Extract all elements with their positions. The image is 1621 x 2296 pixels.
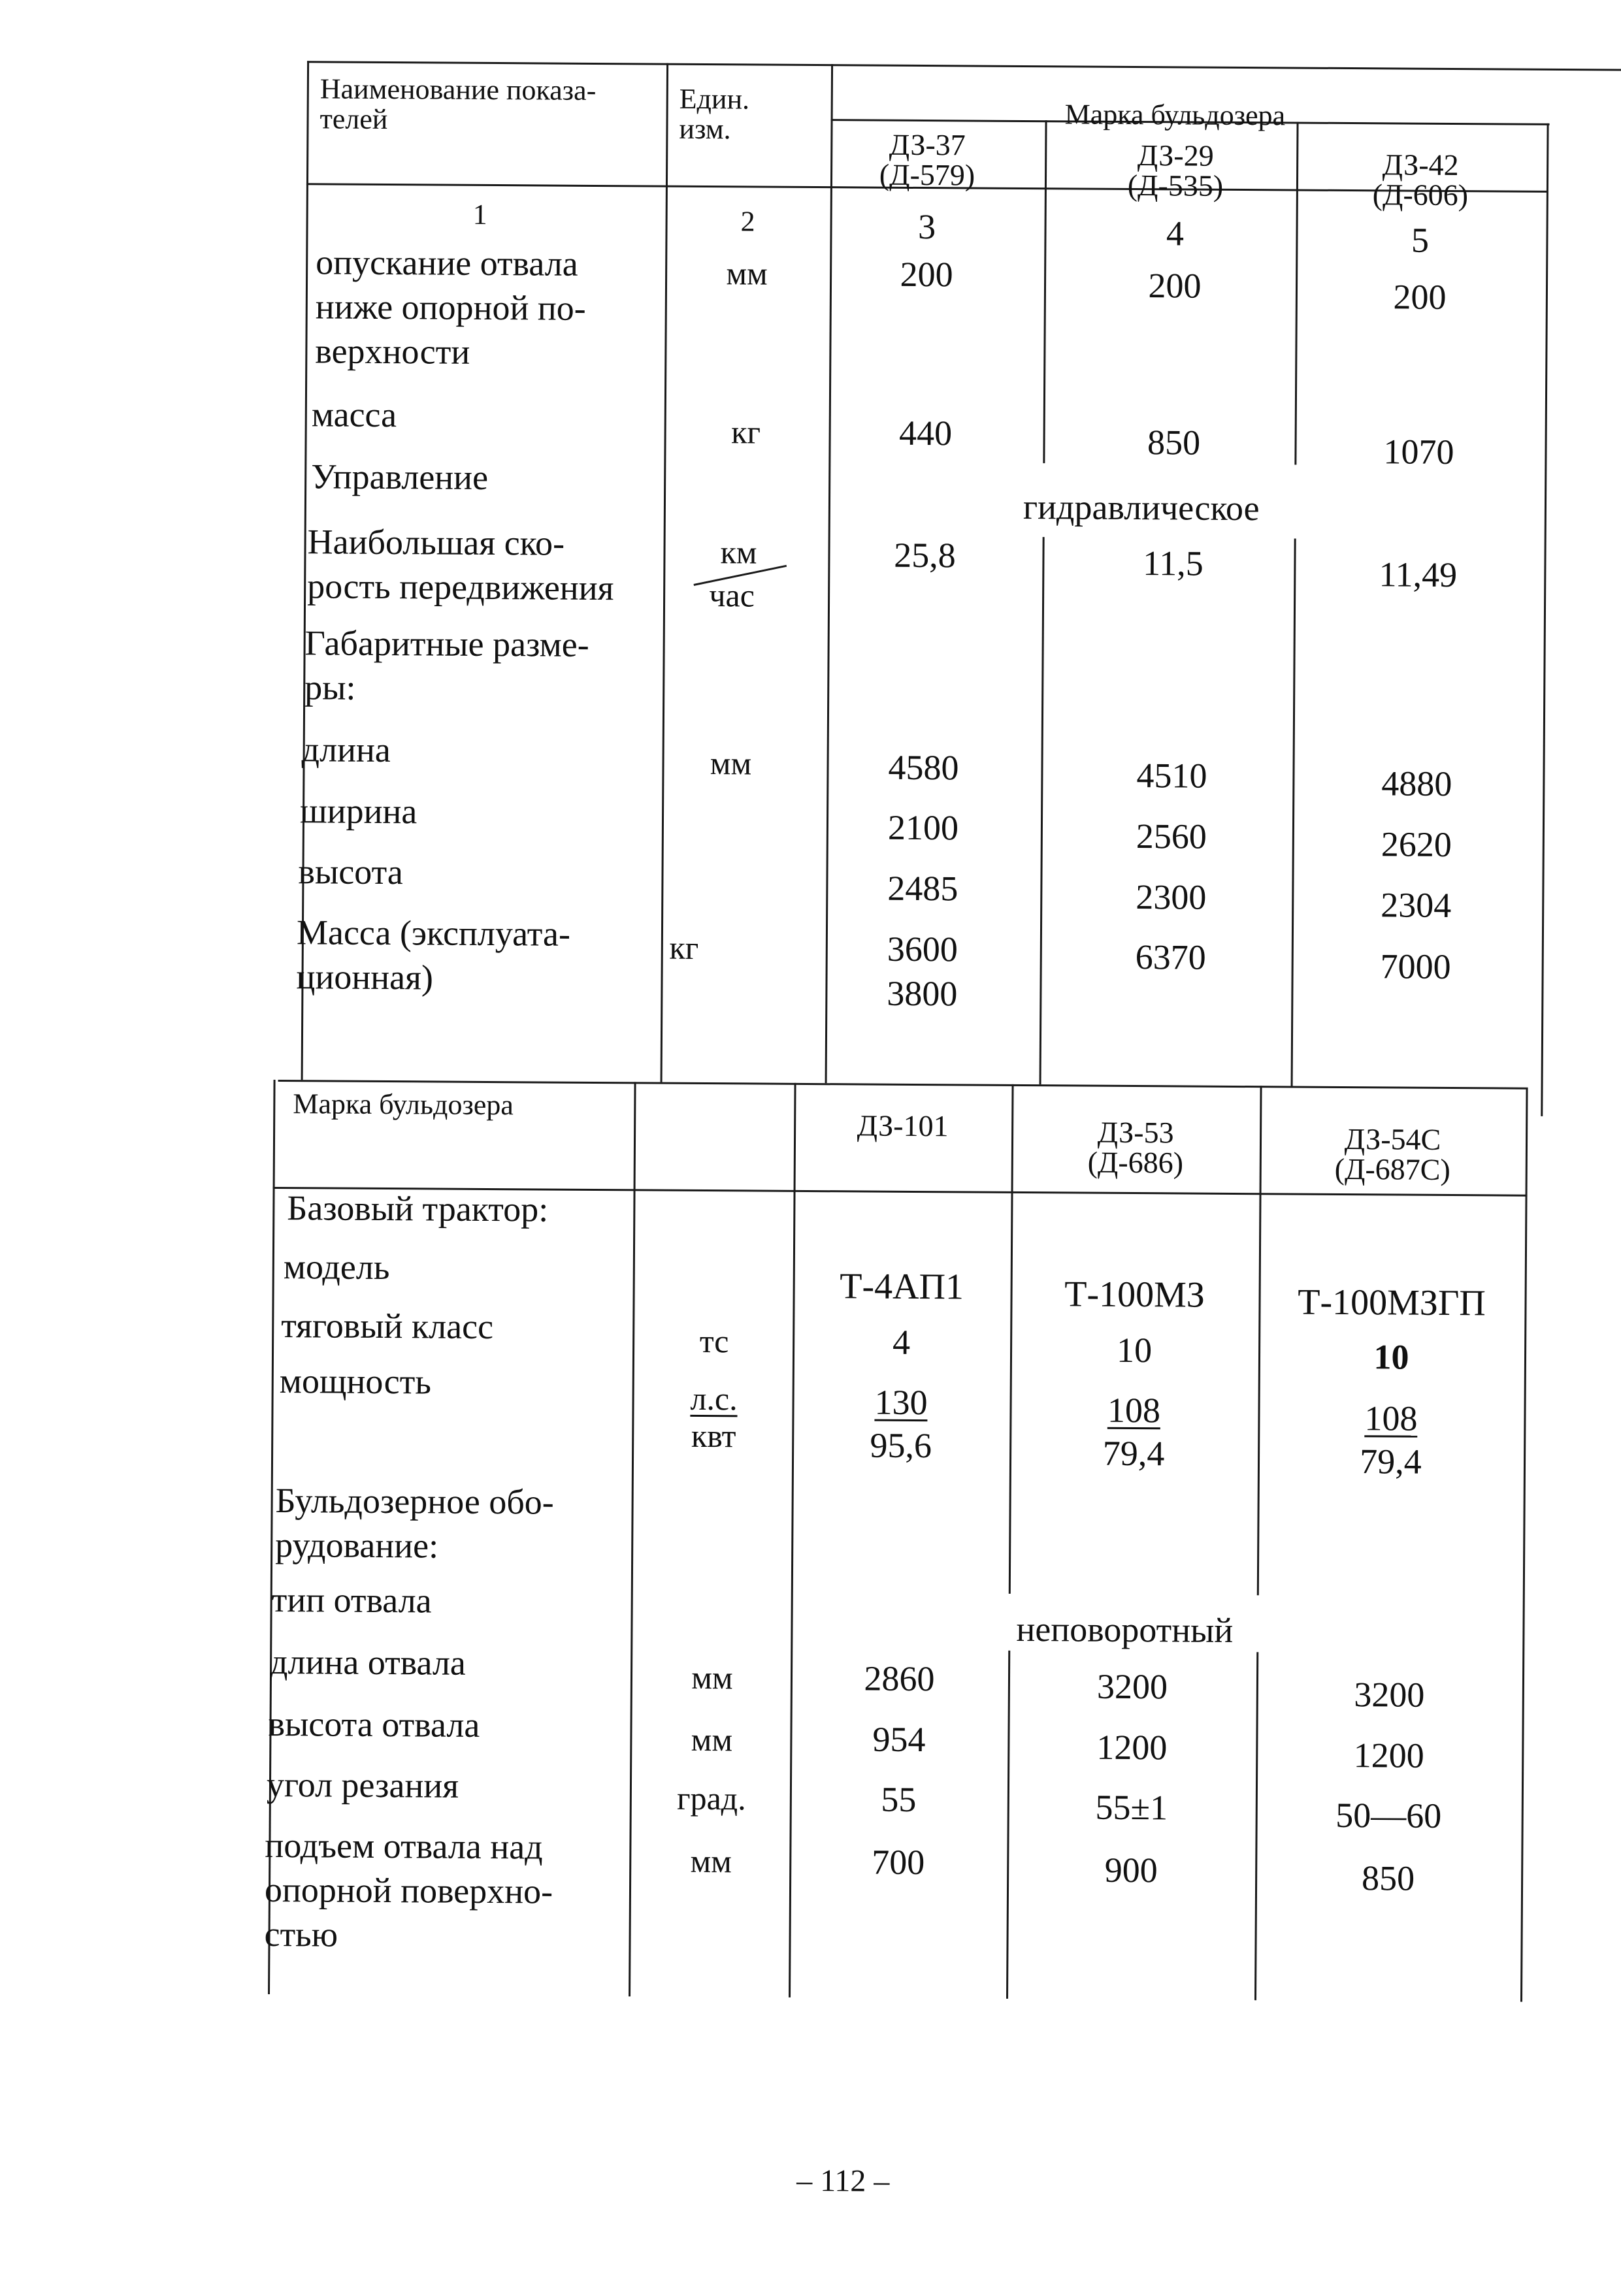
- value-blade-length-dz101: 2860: [864, 1658, 935, 1699]
- table2-header-dz54c: ДЗ-54С (Д-687С): [1334, 1122, 1450, 1186]
- value-speed-dz42: 11,49: [1379, 555, 1458, 595]
- value-width-dz37: 2100: [887, 807, 959, 848]
- value-blade-length-dz53: 3200: [1096, 1666, 1168, 1707]
- header-model-dz37: ДЗ-37 (Д-579): [879, 127, 975, 192]
- row-label-blade-type: тип отвала: [271, 1579, 432, 1621]
- row-label-power: мощность: [279, 1361, 432, 1402]
- value-lowering-dz29: 200: [1148, 266, 1202, 306]
- row-label-blade-height: высота отвала: [268, 1704, 480, 1745]
- row-label-cutting-angle: угол резания: [266, 1764, 459, 1805]
- value-power-kw-dz54c: 79,4: [1360, 1442, 1422, 1481]
- value-model-dz53: Т-100МЗ: [1064, 1274, 1205, 1316]
- table1-right-border: [1541, 123, 1548, 1116]
- table2-header-dz53: ДЗ-53 (Д-686): [1087, 1115, 1184, 1180]
- value-power-kw-dz53: 79,4: [1102, 1433, 1165, 1474]
- row-unit-mass: кг: [731, 413, 761, 451]
- value-width-dz29: 2560: [1136, 817, 1207, 856]
- value-power-hp-dz53-text: 108: [1107, 1390, 1161, 1431]
- row-label-base-tractor: Базовый трактор:: [287, 1188, 549, 1229]
- table2-header-brand: Марка бульдозера: [293, 1088, 514, 1122]
- row-label-height: высота: [298, 852, 403, 892]
- value-operating-mass-dz37: 3600 3800: [887, 929, 958, 1014]
- row-unit-traction-class: тс: [699, 1322, 729, 1360]
- value-length-dz29: 4510: [1136, 756, 1207, 796]
- header-model-dz42: ДЗ-42 (Д-606): [1372, 148, 1469, 212]
- col-number-2: 2: [740, 205, 755, 238]
- value-speed-dz29: 11,5: [1143, 543, 1203, 583]
- value-mass-dz37: 440: [898, 413, 953, 453]
- row-unit-power-hp: л.с.: [690, 1380, 738, 1417]
- row-unit-speed-bottom: час: [709, 577, 755, 614]
- value-power-hp-dz101: [792, 1380, 1009, 1425]
- row-unit-lowering: мм: [726, 255, 768, 292]
- col-number-3: 3: [917, 206, 936, 247]
- row-label-lowering: опускание отвала ниже опорной по- верхности: [315, 242, 586, 372]
- row-unit-blade-lift: мм: [690, 1842, 732, 1880]
- value-power-hp-dz54c: [1258, 1395, 1524, 1441]
- value-cutting-angle-dz53: 55±1: [1095, 1787, 1168, 1828]
- value-cutting-angle-dz101: 55: [881, 1779, 917, 1820]
- value-traction-dz54c: 10: [1373, 1337, 1409, 1377]
- row-unit-power-kw: квт: [691, 1417, 736, 1455]
- value-control: гидравлическое: [1023, 487, 1260, 528]
- row-label-model: модель: [283, 1247, 390, 1287]
- value-model-dz101: Т-4АП1: [840, 1266, 964, 1308]
- row-label-length: длина: [301, 730, 391, 770]
- table2-top-border: [278, 1080, 1526, 1090]
- value-cutting-angle-dz54c: 50—60: [1335, 1795, 1442, 1835]
- value-blade-lift-dz54c: 850: [1361, 1858, 1415, 1898]
- col-number-5: 5: [1411, 220, 1430, 260]
- value-speed-dz37: 25,8: [894, 535, 956, 575]
- header-indicator-name: Наименование показа- телей: [319, 73, 597, 136]
- value-mass-dz42: 1070: [1383, 432, 1454, 472]
- row-unit-speed-top: км: [720, 534, 757, 571]
- value-operating-mass-dz29: 6370: [1135, 937, 1206, 977]
- value-lowering-dz42: 200: [1393, 277, 1447, 317]
- row-label-blade-lift: подъем отвала над опорной поверхно- стью: [264, 1825, 553, 1954]
- value-blade-height-dz54c: 1200: [1353, 1736, 1424, 1775]
- value-power-kw-dz101: 95,6: [870, 1425, 932, 1466]
- row-label-traction-class: тяговый класс: [281, 1306, 494, 1347]
- row-unit-operating-mass: кг: [669, 929, 699, 966]
- value-height-dz37: 2485: [887, 868, 958, 909]
- row-label-speed: Наибольшая ско- рость передвижения: [307, 522, 614, 608]
- value-power-hp-dz101-text: 130: [874, 1382, 928, 1423]
- value-blade-height-dz53: 1200: [1096, 1727, 1168, 1768]
- value-operating-mass-dz42: 7000: [1380, 946, 1451, 986]
- value-width-dz42: 2620: [1381, 824, 1452, 864]
- row-label-operating-mass: Масса (эксплуата- ционная): [296, 913, 571, 997]
- table1-col5-divider-lower: [1291, 539, 1296, 1086]
- value-power-hp-dz54c-text: 108: [1364, 1399, 1418, 1438]
- row-label-dimensions: Габаритные разме- ры:: [304, 623, 589, 707]
- row-label-blade-length: длина отвала: [269, 1641, 467, 1683]
- value-model-dz54c: Т-100МЗГП: [1298, 1282, 1486, 1324]
- value-height-dz42: 2304: [1381, 885, 1452, 925]
- table1-top-border: [307, 61, 1621, 71]
- col-number-1: 1: [472, 198, 487, 231]
- row-unit-length: мм: [710, 745, 752, 782]
- value-blade-height-dz101: 954: [872, 1719, 926, 1760]
- value-height-dz29: 2300: [1136, 877, 1207, 917]
- value-power-hp-dz53: [1009, 1387, 1258, 1433]
- header-unit: Един. изм.: [679, 82, 750, 146]
- value-length-dz42: 4880: [1381, 764, 1452, 803]
- row-unit-blade-length: мм: [691, 1658, 733, 1696]
- header-bulldozer-brand: Марка бульдозера: [1064, 98, 1286, 132]
- value-blade-lift-dz101: 700: [872, 1842, 925, 1883]
- header-model-dz29: ДЗ-29 (Д-535): [1127, 138, 1224, 202]
- row-label-equipment: Бульдозерное обо- рудование:: [275, 1481, 554, 1566]
- row-label-width: ширина: [299, 791, 418, 832]
- page-number: – 112 –: [796, 2163, 890, 2199]
- row-label-mass: масса: [311, 395, 397, 435]
- value-blade-length-dz54c: 3200: [1354, 1675, 1425, 1715]
- row-unit-blade-height: мм: [691, 1721, 733, 1758]
- value-lowering-dz37: 200: [900, 254, 953, 295]
- row-unit-cutting-angle: град.: [676, 1779, 746, 1817]
- table2-right-border: [1520, 1088, 1528, 2002]
- row-label-control: Управление: [311, 457, 489, 497]
- value-traction-dz53: 10: [1116, 1330, 1153, 1370]
- value-traction-dz101: 4: [892, 1322, 911, 1362]
- value-mass-dz29: 850: [1147, 423, 1201, 462]
- value-length-dz37: 4580: [888, 747, 959, 788]
- table2-header-dz101: ДЗ-101: [857, 1108, 949, 1143]
- value-blade-type: неповоротный: [1016, 1609, 1234, 1650]
- value-blade-lift-dz53: 900: [1104, 1850, 1158, 1890]
- col-number-4: 4: [1166, 214, 1185, 253]
